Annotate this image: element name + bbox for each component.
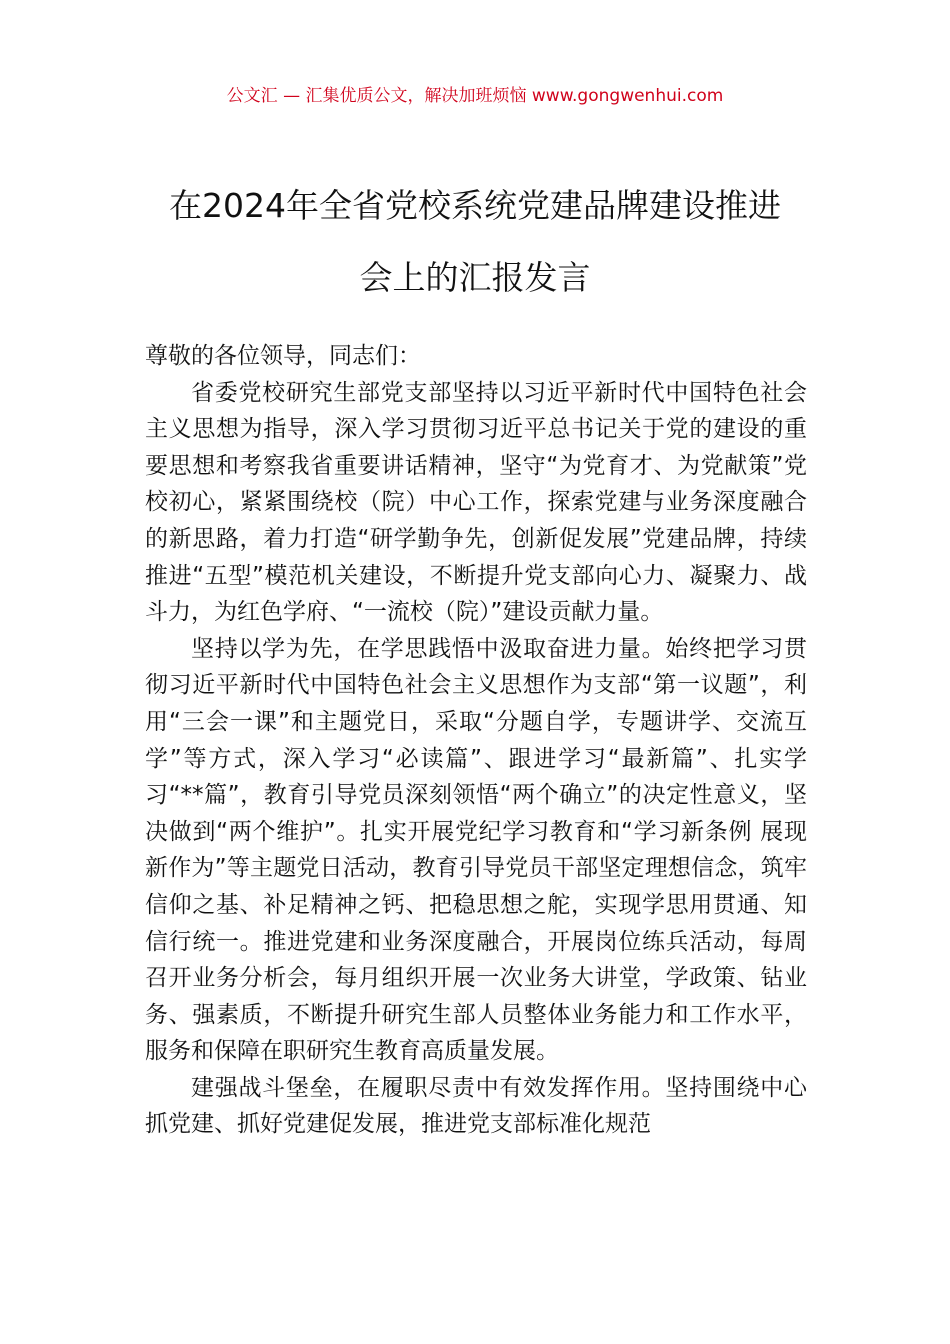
paragraph-fortress: 建强战斗堡垒，在履职尽责中有效发挥作用。坚持围绕中心抓党建、抓好党建促发展，推进党支部标准化规范 (145, 1074, 807, 1138)
title-line-2: 会上的汇报发言 (359, 258, 591, 297)
salutation: 尊敬的各位领导，同志们： (145, 343, 421, 369)
paragraph-intro: 省委党校研究生部党支部坚持以习近平新时代中国特色社会主义思想为指导，深入学习贯彻习近平总书记关于党的建设的重要思想和考察我省重要讲话精神，坚守“为党育才、为党献策”党校初心，紧紧围绕校（院）中心工作，探索党建与业务深度融合的新思路，着力打造“研学勤争先，创新促发展”党建品牌，持续推进“五型”模范机关建设，不断提升党支部向心力、凝聚力、战斗力，为红色学府、“一流校（院）”建设贡献力量。 (145, 379, 807, 626)
document-title (120, 170, 830, 314)
banner-text: 公文汇 — 汇集优质公文，解决加班烦恼 www.gongwenhui.com (226, 86, 724, 106)
paragraph-study: 坚持以学为先，在学思践悟中汲取奋进力量。始终把学习贯彻习近平新时代中国特色社会主义思想作为支部“第一议题”，利用“三会一课”和主题党日，采取“分题自学，专题讲学、交流互学”等方式，深入学习“必读篇”、跟进学习“最新篇”、扎实学习“**篇”，教育引导党员深刻领悟“两个确立”的决定性意义，坚决做到“两个维护”。扎实开展党纪学习教育和“学习新条例 展现新作为”等主题党日活动，教育引导党员干部坚定理想信念，筑牢信仰之基、补足精神之钙、把稳思想之舵，实现学思用贯通、知信行统一。推进党建和业务深度融合，开展岗位练兵活动，每周召开业务分析会，每月组织开展一次业务大讲堂，学政策、钻业务、强素质，不断提升研究生部人员整体业务能力和工作水平，服务和保障在职研究生教育高质量发展。 (145, 635, 807, 1065)
watermark-banner (0, 84, 950, 108)
title-line-1: 在2024年全省党校系统党建品牌建设推进 (169, 186, 781, 225)
document-body (145, 338, 807, 1143)
